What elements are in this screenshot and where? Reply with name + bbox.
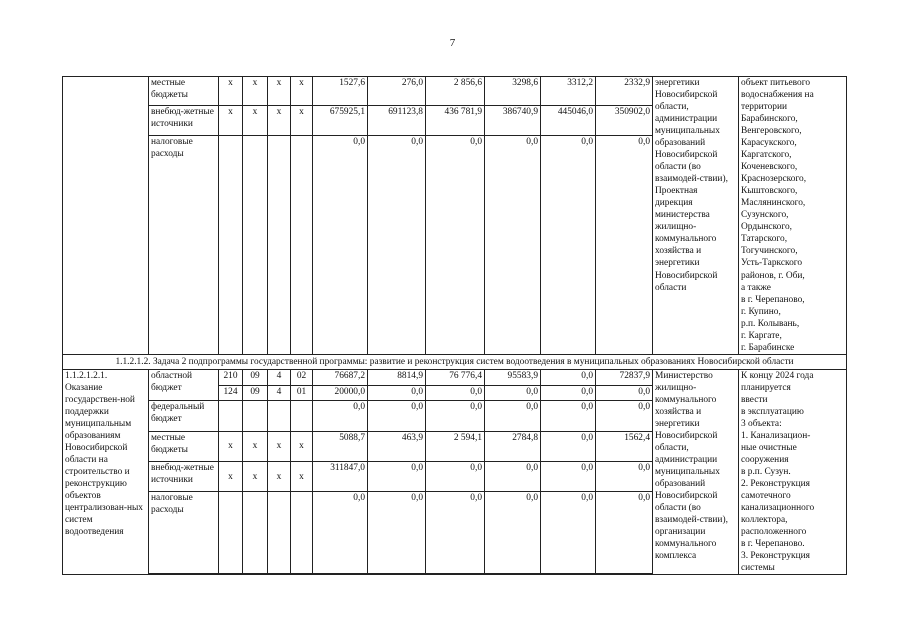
code-cell: x [268,431,291,461]
code-cell: x [243,461,268,491]
executor-cell: Министерство жилищно-коммунального хозяйства и энергетики Новосибирской области, администрации муниципальных образований Новосибирской области (во взаимодей-ствии), организации коммунального комплекса [653,369,739,575]
result-line: Коченевского, [741,162,798,173]
code-cell: x [219,106,243,135]
value-cell: 0,0 [313,492,368,574]
value-cell: 463,9 [368,431,426,461]
value-cell: 0,0 [368,135,426,354]
code-cell: x [219,77,243,106]
result-line: в эксплуатацию [741,406,804,417]
code-cell [243,135,268,354]
table-row [63,77,847,106]
value-cell: 0,0 [541,401,596,431]
result-line: Каргатского, [741,150,792,161]
result-line: в р.п. Сузун. [741,467,791,477]
value-cell: 311847,0 [313,461,368,491]
code-cell [268,401,291,431]
result-line: Татарского, [741,234,788,245]
result-line: Ордынского, [741,222,792,233]
value-cell: 0,0 [426,135,485,354]
code-cell: 09 [243,369,268,385]
value-cell: 0,0 [596,461,653,491]
code-cell: x [291,431,313,461]
value-cell: 2 594,1 [426,431,485,461]
task-heading-row [63,354,847,369]
code-cell [291,135,313,354]
value-cell: 0,0 [368,461,426,491]
code-cell: x [243,77,268,106]
result-line: г. Барабинске [741,342,795,353]
result-line: планируется [741,382,791,393]
value-cell: 0,0 [368,401,426,431]
value-cell: 0,0 [541,461,596,491]
value-cell: 0,0 [596,385,653,401]
result-cell [739,369,847,575]
code-cell: x [268,461,291,491]
result-line: а также [741,282,771,293]
result-line: Тогучинского, [741,246,798,257]
result-line: самотечного [741,491,791,502]
value-cell: 445046,0 [541,106,596,135]
source-cell: местные бюджеты [149,77,219,106]
task-heading: 1.1.2.1.2. Задача 2 подпрограммы государственной программы: развитие и реконструкция систем водоотведения в муниципальных образованиях Новосибирской области [63,354,847,369]
source-cell: внебюд-жетные источники [149,106,219,135]
result-line: Маслянинского, [741,198,806,209]
code-cell: x [268,77,291,106]
code-cell [219,492,243,574]
financing-table [62,76,847,575]
result-line: г. Каргате, [741,330,782,341]
value-cell: 0,0 [368,385,426,401]
result-line: расположенного [741,527,807,538]
source-cell: областной бюджет [149,369,219,401]
value-cell: 0,0 [426,385,485,401]
result-line: ные очистные [741,442,797,453]
value-cell: 5088,7 [313,431,368,461]
result-line: сооружения [741,454,789,465]
source-cell: федеральный бюджет [149,401,219,431]
code-cell: 4 [268,385,291,401]
result-line: 2. Реконструкция [741,479,810,490]
value-cell: 386740,9 [485,106,541,135]
result-line: г. Купино, [741,306,781,317]
result-line: 1. Канализацион- [741,430,811,441]
code-cell [291,401,313,431]
value-cell: 0,0 [368,492,426,574]
code-cell: x [291,461,313,491]
source-cell: местные бюджеты [149,431,219,461]
code-cell: 4 [268,369,291,385]
code-cell [291,492,313,574]
code-cell: x [291,77,313,106]
value-cell: 0,0 [426,492,485,574]
result-line: Барабинского, [741,114,798,125]
value-cell: 3312,2 [541,77,596,106]
value-cell: 675925,1 [313,106,368,135]
code-cell [268,492,291,574]
code-cell: x [219,431,243,461]
result-line: Венгеровского, [741,126,802,137]
source-cell: внебюд-жетные источники [149,461,219,491]
value-cell: 691123,8 [368,106,426,135]
value-cell: 2784,8 [485,431,541,461]
value-cell: 72837,9 [596,369,653,385]
result-line: в г. Черепаново, [741,294,805,305]
value-cell: 0,0 [426,401,485,431]
value-cell: 2332,9 [596,77,653,106]
result-cell [739,77,847,355]
code-cell [219,135,243,354]
code-cell [219,401,243,431]
code-cell: x [268,106,291,135]
spacer-cell [149,574,653,575]
value-cell: 8814,9 [368,369,426,385]
result-line: 3. Реконструкция [741,551,810,562]
code-cell: x [291,106,313,135]
value-cell: 20000,0 [313,385,368,401]
value-cell: 2 856,6 [426,77,485,106]
result-line: Кыштовского, [741,186,798,197]
result-line: 3 объекта: [741,418,782,429]
value-cell: 76 776,4 [426,369,485,385]
code-cell: 09 [243,385,268,401]
value-cell: 0,0 [541,431,596,461]
code-cell: 124 [219,385,243,401]
code-cell: x [243,106,268,135]
source-cell: налоговые расходы [149,135,219,354]
value-cell: 0,0 [485,492,541,574]
executor-cell: энергетики Новосибирской области, администрации муниципальных образований Новосибирской области (во взаимодей-ствии), Проектная дирекция министерства жилищно-коммунального хозяйства и энергетики Новосибирской области [653,77,739,355]
code-cell [243,401,268,431]
value-cell: 436 781,9 [426,106,485,135]
value-cell: 0,0 [596,135,653,354]
code-cell [268,135,291,354]
code-cell: x [219,461,243,491]
value-cell: 350902,0 [596,106,653,135]
value-cell: 1562,4 [596,431,653,461]
value-cell: 0,0 [485,385,541,401]
result-line: районов, г. Оби, [741,270,805,281]
result-line: системы [741,563,775,574]
measure-title: 1.1.2.1.2.1. Оказание государствен-ной поддержки муниципальным образованиям Новосибирской области на строительство и реконструкцию объектов централизован-ных систем водоотведения [63,369,149,575]
result-line: Карасукского, [741,138,797,149]
code-cell [243,492,268,574]
result-line: коллектора, [741,515,788,526]
code-cell: 210 [219,369,243,385]
result-line: объект питьевого [741,78,811,88]
result-line: ввести [741,394,768,405]
value-cell: 0,0 [313,135,368,354]
code-cell: x [243,431,268,461]
result-line: Краснозерского, [741,174,807,185]
value-cell: 0,0 [485,135,541,354]
page-number: 7 [449,37,456,49]
value-cell: 0,0 [541,135,596,354]
result-line: водоснабжения на [741,90,814,101]
measure-cell-empty [63,77,149,355]
table-row [63,369,847,385]
value-cell: 276,0 [368,77,426,106]
result-line: К концу 2024 года [741,370,814,381]
result-line: в г. Черепаново. [741,539,805,550]
source-cell: налоговые расходы [149,492,219,574]
code-cell: 02 [291,369,313,385]
value-cell: 95583,9 [485,369,541,385]
result-line: р.п. Колывань, [741,318,800,329]
code-cell: 01 [291,385,313,401]
value-cell: 0,0 [596,401,653,431]
value-cell: 0,0 [541,385,596,401]
value-cell: 3298,6 [485,77,541,106]
value-cell: 0,0 [541,492,596,574]
value-cell: 0,0 [313,401,368,431]
result-line: Усть-Таркского [741,258,803,269]
value-cell: 0,0 [596,492,653,574]
result-line: Сузунского, [741,210,789,221]
value-cell: 0,0 [485,461,541,491]
value-cell: 1527,6 [313,77,368,106]
result-line: территории [741,102,788,113]
value-cell: 76687,2 [313,369,368,385]
result-line: канализационного [741,503,815,514]
value-cell: 0,0 [485,401,541,431]
value-cell: 0,0 [426,461,485,491]
value-cell: 0,0 [541,369,596,385]
